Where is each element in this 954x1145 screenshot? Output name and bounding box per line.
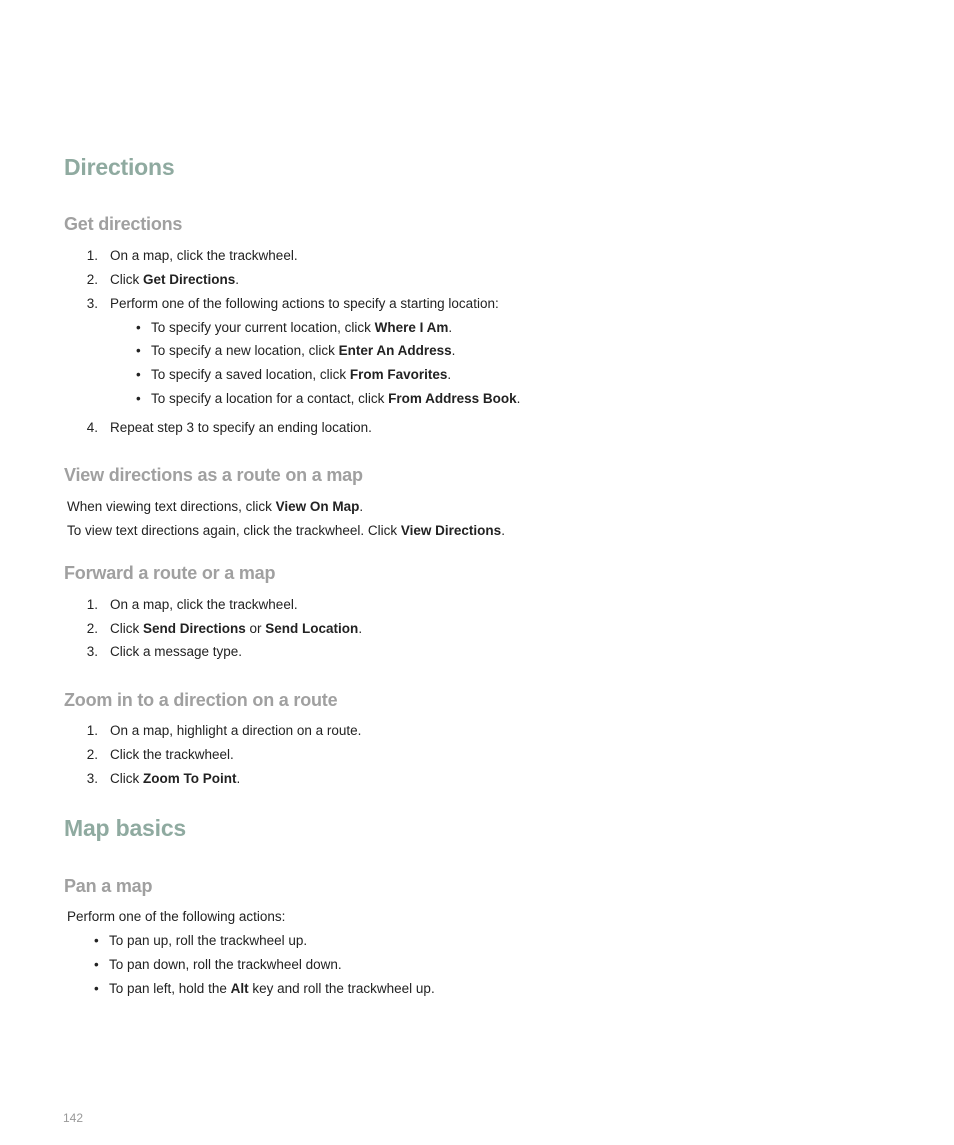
heading-map-basics: Map basics	[64, 815, 186, 841]
step-text: On a map, click the trackwheel.	[110, 597, 298, 612]
step-number: 2.	[86, 272, 98, 287]
step-text: Repeat step 3 to specify an ending location.	[110, 420, 372, 435]
bullet-text: To specify your current location, click Where I Am.	[151, 320, 453, 335]
ui-label: Alt	[230, 981, 249, 996]
bullet-text: To pan left, hold the Alt key and roll the trackwheel up.	[109, 981, 435, 996]
step-text: Click Get Directions.	[110, 272, 240, 287]
bullet: •	[136, 343, 141, 358]
heading-directions: Directions	[64, 154, 175, 180]
ui-label: Zoom To Point	[143, 771, 237, 786]
step-text: Click Send Directions or Send Location.	[110, 621, 363, 636]
step-number: 4.	[86, 420, 98, 435]
bullet: •	[94, 933, 99, 948]
paragraph-text: Perform one of the following actions:	[67, 909, 286, 924]
step-number: 2.	[86, 747, 98, 762]
step-number: 3.	[86, 771, 98, 786]
bullet-text: To pan down, roll the trackwheel down.	[109, 957, 342, 972]
step-text: On a map, click the trackwheel.	[110, 248, 298, 263]
subheading-forward: Forward a route or a map	[64, 563, 276, 583]
step-number: 2.	[86, 621, 98, 636]
step-number: 3.	[86, 644, 98, 659]
ui-label: From Favorites	[349, 367, 448, 382]
subheading-get-directions: Get directions	[64, 214, 183, 234]
paragraph-text: To view text directions again, click the trackwheel. Click View Directions.	[67, 523, 505, 538]
bullet-text: To specify a location for a contact, click From Address Book.	[151, 391, 521, 406]
ui-label: Get Directions	[143, 272, 236, 287]
paragraph-text: When viewing text directions, click View On Map.	[67, 499, 364, 514]
bullet-text: To pan up, roll the trackwheel up.	[109, 933, 308, 948]
ui-label: Enter An Address	[338, 343, 452, 358]
bullet: •	[136, 367, 141, 382]
step-number: 1.	[86, 248, 98, 263]
bullet-text: To specify a new location, click Enter An Address.	[151, 343, 456, 358]
step-text: Perform one of the following actions to specify a starting location:	[110, 296, 499, 311]
subheading-zoom: Zoom in to a direction on a route	[64, 690, 338, 710]
ui-label: View On Map	[275, 499, 360, 514]
subheading-view-route: View directions as a route on a map	[64, 465, 363, 485]
ui-label: From Address Book	[388, 391, 517, 406]
bullet: •	[94, 957, 99, 972]
step-text: Click the trackwheel.	[110, 747, 234, 762]
bullet-text: To specify a saved location, click From Favorites.	[151, 367, 452, 382]
bullet: •	[136, 320, 141, 335]
page-number: 142	[63, 1111, 84, 1125]
step-text: Click Zoom To Point.	[110, 771, 241, 786]
subheading-pan: Pan a map	[64, 876, 153, 896]
step-text: Click a message type.	[110, 644, 243, 659]
step-text: On a map, highlight a direction on a route.	[110, 723, 362, 738]
step-number: 3.	[86, 296, 98, 311]
ui-label: Send Location	[265, 621, 359, 636]
ui-label: Send Directions	[143, 621, 246, 636]
ui-label: View Directions	[400, 523, 502, 538]
step-number: 1.	[86, 723, 98, 738]
ui-label: Where I Am	[374, 320, 449, 335]
step-number: 1.	[86, 597, 98, 612]
bullet: •	[94, 981, 99, 996]
bullet: •	[136, 391, 141, 406]
